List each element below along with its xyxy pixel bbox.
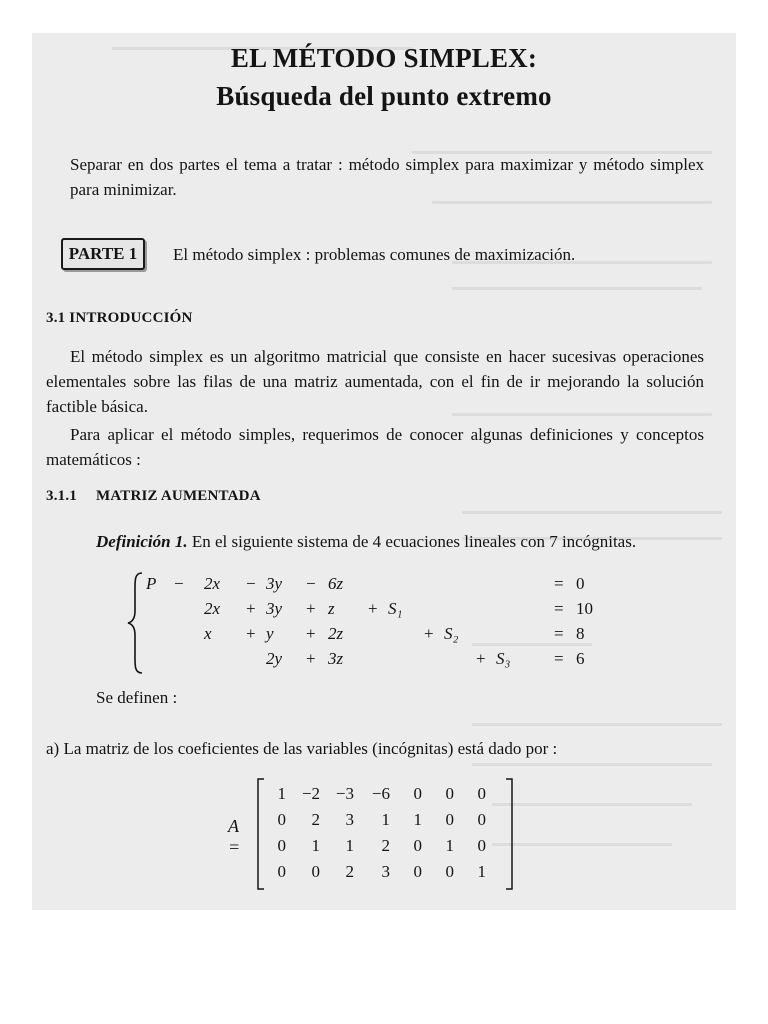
matrix-cell: 0 xyxy=(477,784,486,803)
page-title: EL MÉTODO SIMPLEX: xyxy=(230,43,538,73)
section-heading-3-1: 3.1 INTRODUCCIÓN xyxy=(46,310,193,326)
matrix-row xyxy=(258,833,518,859)
matrix-label: A = xyxy=(228,816,241,857)
equation-term: = xyxy=(554,624,564,643)
matrix-cell: 0 xyxy=(477,810,486,829)
section-heading-3-1-1: MATRIZ AUMENTADA xyxy=(96,488,261,504)
equation-term: y xyxy=(266,624,274,643)
matrix-row xyxy=(258,859,518,885)
matrix-cell: 1 xyxy=(477,862,486,881)
equation-system xyxy=(126,571,626,671)
bleed-through-line xyxy=(472,763,712,766)
parte-description: El método simplex : problemas comunes de maximización. xyxy=(173,245,576,264)
matrix-cell: 1 xyxy=(445,836,454,855)
equation-term: z xyxy=(328,599,335,618)
equation-term: = xyxy=(554,599,564,618)
matrix-cell: 1 xyxy=(311,836,320,855)
equation-term: 2y xyxy=(266,649,283,668)
equation-term: 8 xyxy=(576,624,585,643)
definition-line xyxy=(96,529,716,554)
definition-label: Definición 1. xyxy=(96,532,188,551)
right-bracket-icon xyxy=(504,778,514,890)
matrix-cell: 1 xyxy=(277,784,286,803)
matrix-cell: 0 xyxy=(477,836,486,855)
matrix-cell: 0 xyxy=(277,862,286,881)
bleed-through-line xyxy=(492,843,672,846)
matrix-cell: 2 xyxy=(381,836,390,855)
equation-term: + xyxy=(424,624,434,643)
equation-term: P xyxy=(146,574,157,593)
equation-term: S₃ xyxy=(496,649,511,668)
matrix-row xyxy=(258,781,518,807)
section-3-1-paragraph-2: Para aplicar el método simples, requerimos de conocer algunas definiciones y conceptos matemáticos : xyxy=(46,425,704,469)
matrix-cell: −2 xyxy=(301,784,320,803)
matrix-cell: 0 xyxy=(413,862,422,881)
matrix-cell: 0 xyxy=(413,836,422,855)
equation-term: 0 xyxy=(576,574,585,593)
equation-term: = xyxy=(554,649,564,668)
matrix-cell: 3 xyxy=(381,862,390,881)
equation-term: + xyxy=(476,649,486,668)
equation-term: 3z xyxy=(328,649,344,668)
matrix-cell: 0 xyxy=(311,862,320,881)
equation-term: + xyxy=(306,599,316,618)
matrix-cell: 1 xyxy=(381,810,390,829)
bleed-through-line xyxy=(472,723,722,726)
item-a-text: a) La matriz de los coeficientes de las variables (incógnitas) está dado por : xyxy=(46,739,558,758)
equation-term: 2x xyxy=(204,599,221,618)
equation-term: − xyxy=(174,574,184,593)
matrix-cell: 2 xyxy=(311,810,320,829)
matrix-cell: 0 xyxy=(445,784,454,803)
equation-term: 3y xyxy=(266,574,283,593)
equation-term: + xyxy=(306,649,316,668)
parte-badge: PARTE 1 xyxy=(61,238,145,270)
bleed-through-line xyxy=(452,287,702,290)
se-definen-label: Se definen : xyxy=(96,688,178,707)
left-brace-icon xyxy=(126,571,146,675)
matrix-cell: 0 xyxy=(413,784,422,803)
equation-term: + xyxy=(368,599,378,618)
matrix-cell: 2 xyxy=(345,862,354,881)
section-number-3-1-1: 3.1.1 xyxy=(46,488,77,504)
equation-term: − xyxy=(306,574,316,593)
equation-term: S₁ xyxy=(388,599,403,618)
equation-term: + xyxy=(306,624,316,643)
matrix-cell: 0 xyxy=(445,862,454,881)
equation-term: S₂ xyxy=(444,624,459,643)
equation-term: 10 xyxy=(576,599,593,618)
intro-paragraph: Separar en dos partes el tema a tratar : método simplex para maximizar y método simplex para minimizar. xyxy=(70,155,704,199)
equation-term: = xyxy=(554,574,564,593)
page-subtitle: Búsqueda del punto extremo xyxy=(216,81,552,111)
scanned-page xyxy=(32,33,736,910)
definition-text: En el siguiente sistema de 4 ecuaciones lineales con 7 incógnitas. xyxy=(187,532,637,551)
matrix-cell: −6 xyxy=(371,784,390,803)
equation-term: + xyxy=(246,599,256,618)
matrix-cell: 0 xyxy=(277,836,286,855)
matrix-cell: 3 xyxy=(345,810,354,829)
matrix-body xyxy=(258,778,518,890)
matrix-row xyxy=(258,807,518,833)
matrix-cell: 1 xyxy=(413,810,422,829)
equation-term: + xyxy=(246,624,256,643)
equation-term: 2z xyxy=(328,624,344,643)
bleed-through-line xyxy=(492,803,692,806)
matrix-cell: −3 xyxy=(335,784,354,803)
equation-term: − xyxy=(246,574,256,593)
equation-term: 2x xyxy=(204,574,221,593)
matrix-cell: 0 xyxy=(277,810,286,829)
equation-term: x xyxy=(204,624,212,643)
matrix-cell: 0 xyxy=(445,810,454,829)
section-3-1-paragraph-1: El método simplex es un algoritmo matricial que consiste en hacer sucesivas operaciones elementales sobre las filas de una matriz aumentada, con el fin de ir mejorando la solución factible básica. xyxy=(46,347,704,416)
equation-term: 6 xyxy=(576,649,585,668)
bleed-through-line xyxy=(462,511,722,514)
matrix-cell: 1 xyxy=(345,836,354,855)
equation-term: 6z xyxy=(328,574,344,593)
equation-term: 3y xyxy=(266,599,283,618)
